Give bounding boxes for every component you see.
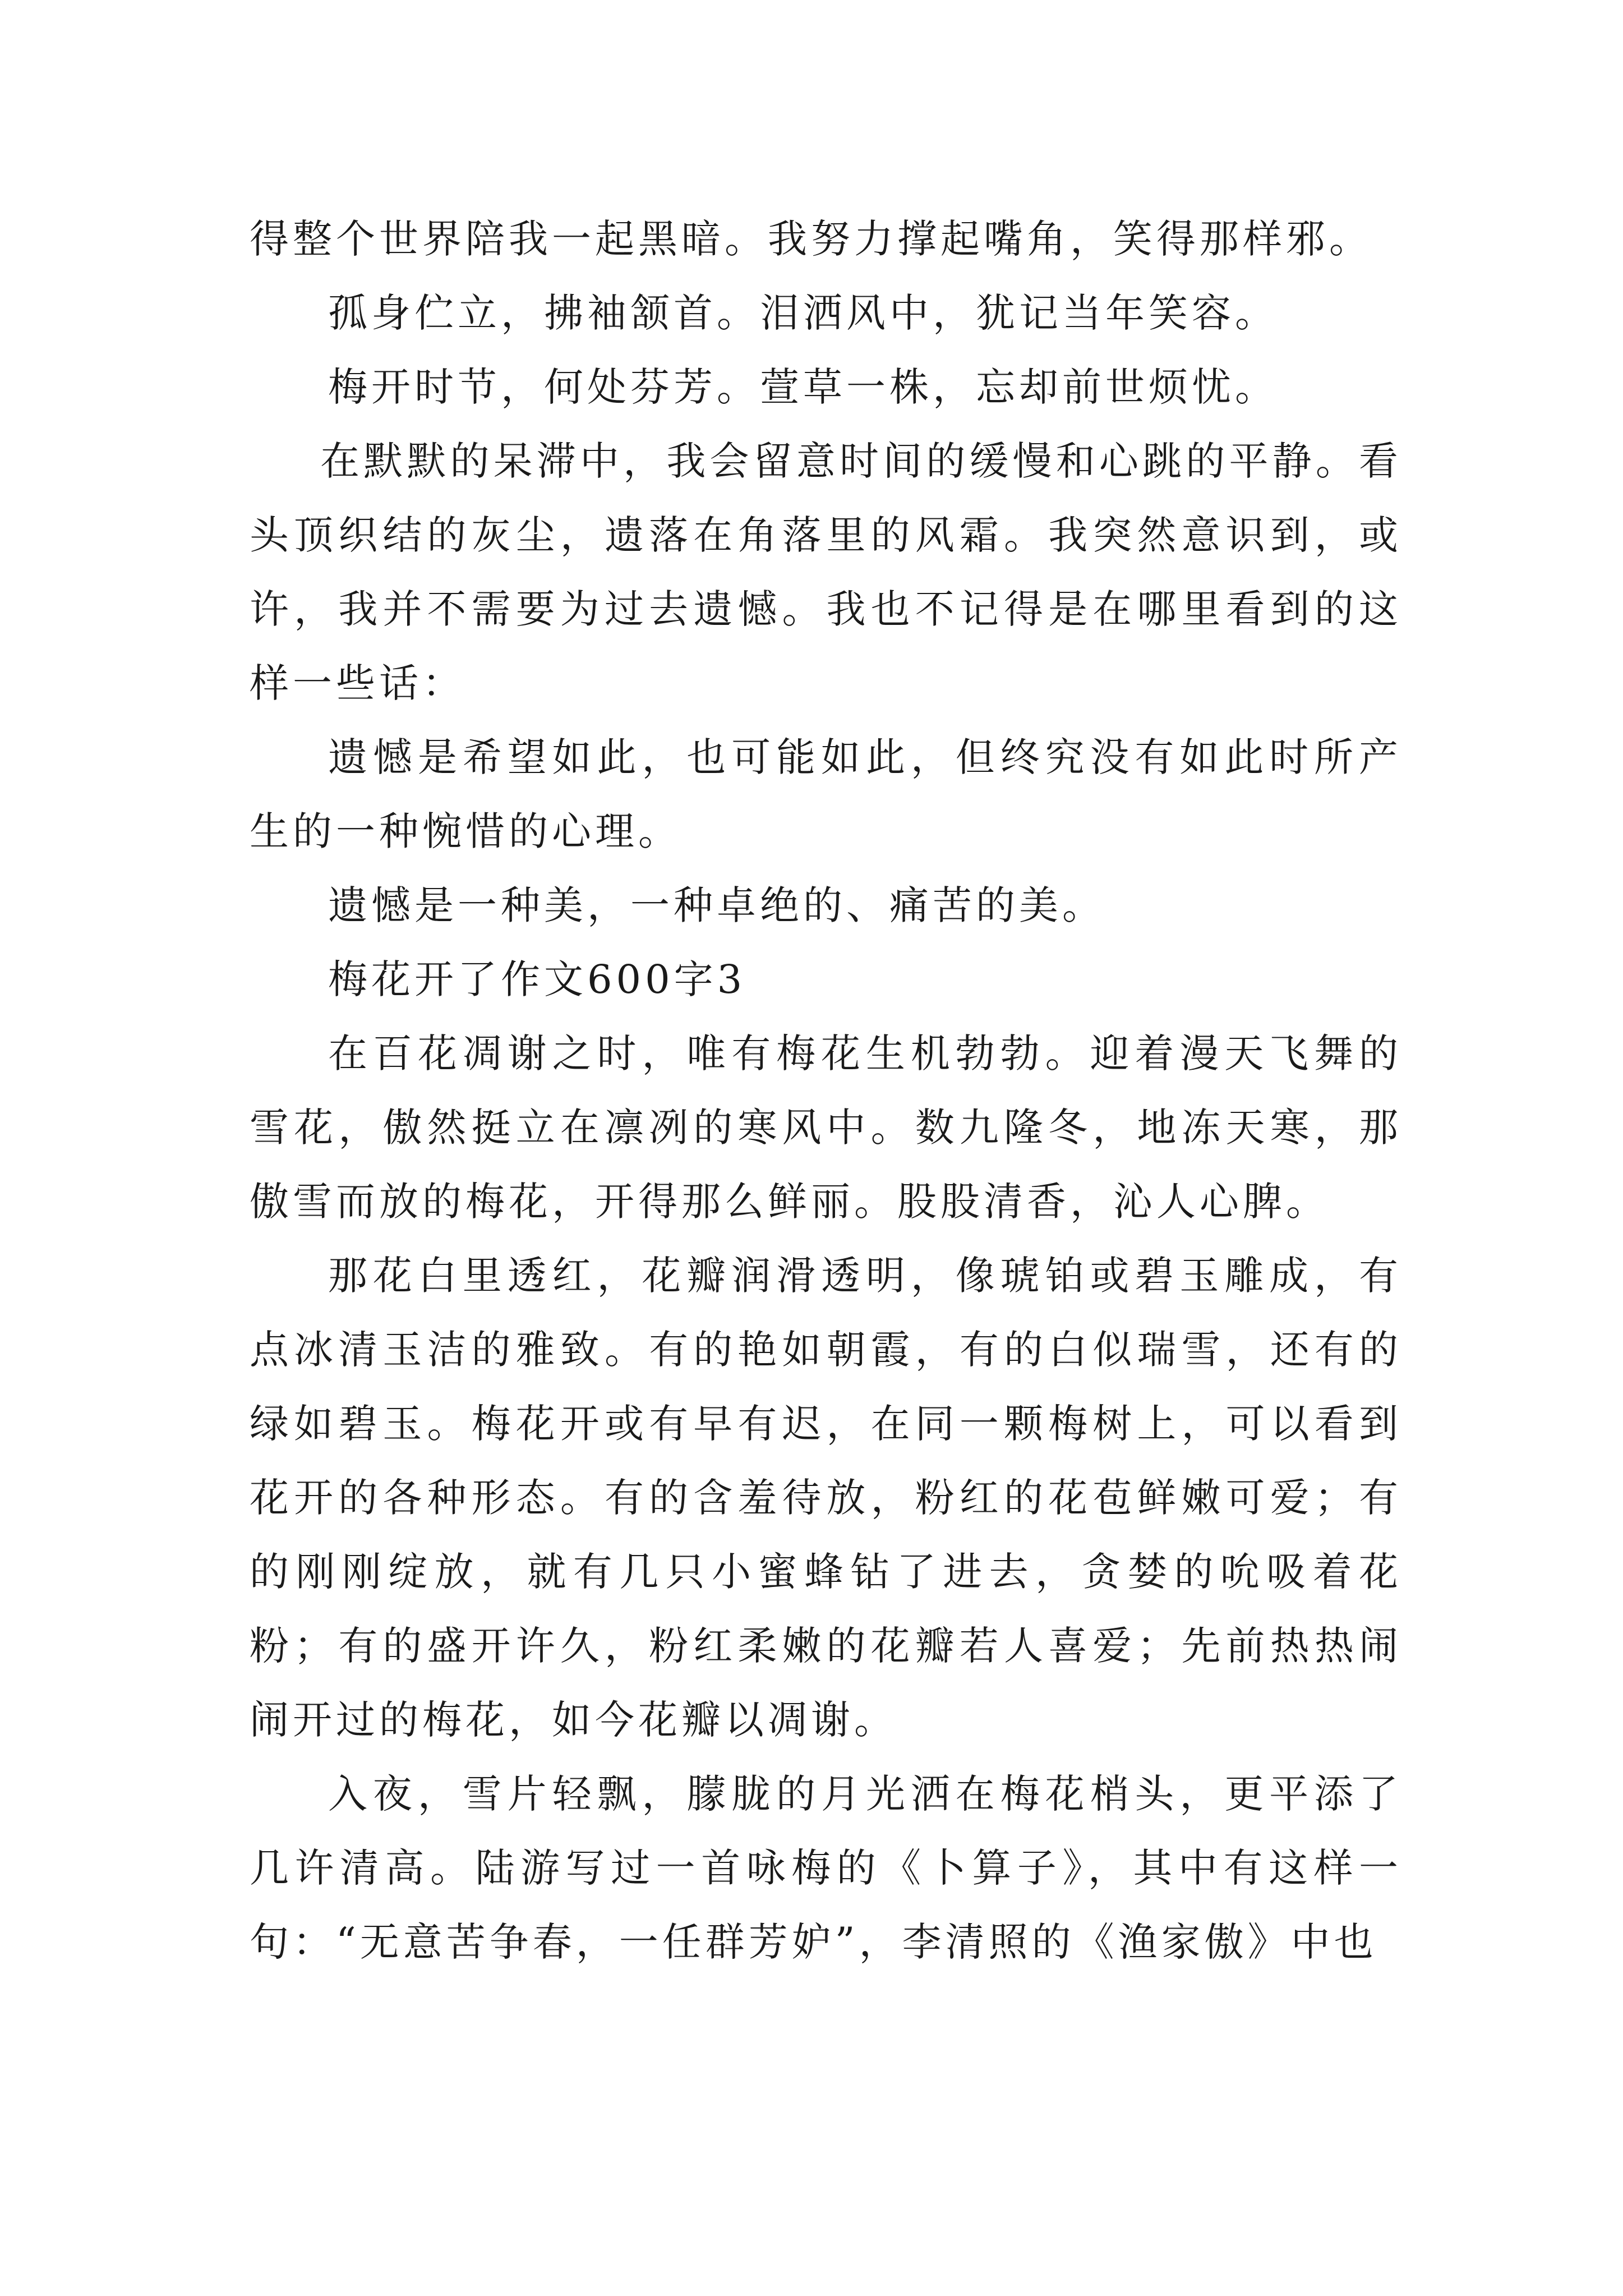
paragraph-plum-night: 入夜，雪片轻飘，朦胧的月光洒在梅花梢头，更平添了几许清高。陆游写过一首咏梅的《卜算子》，其中有这样一句：“无意苦争春，一任群芳妒”，李清照的《渔家傲》中也 [250,1771,1402,1965]
paragraph-verse-1: 孤身伫立，拂袖颔首。泪洒风中，犹记当年笑容。 [328,290,1278,336]
paragraph-regret-beauty: 遗憾是一种美，一种卓绝的、痛苦的美。 [328,882,1105,928]
body-text [250,202,1402,1979]
paragraph-reflection: 在默默的呆滞中，我会留意时间的缓慢和心跳的平静。看头顶织结的灰尘，遗落在角落里的风霜。我突然意识到，或许，我并不需要为过去遗憾。我也不记得是在哪里看到的这样一些话： [250,438,1402,706]
paragraph-verse-2: 梅开时节，何处芬芳。萱草一株，忘却前世烦忧。 [328,364,1278,410]
section-heading: 梅花开了作文600字3 [328,956,746,1002]
paragraph-plum-description: 那花白里透红，花瓣润滑透明，像琥铂或碧玉雕成，有点冰清玉洁的雅致。有的艳如朝霞，有的白似瑞雪，还有的绿如碧玉。梅花开或有早有迟，在同一颗梅树上，可以看到花开的各种形态。有的含羞待放，粉红的花苞鲜嫩可爱；有的刚刚绽放，就有几只小蜜蜂钻了进去，贪婪的吮吸着花粉；有的盛开许久，粉红柔嫩的花瓣若人喜爱；先前热热闹闹开过的梅花，如今花瓣以凋谢。 [250,1253,1402,1743]
paragraph-continuation: 得整个世界陪我一起黑暗。我努力撑起嘴角，笑得那样邪。 [250,216,1372,262]
paragraph-regret-definition: 遗憾是希望如此，也可能如此，但终究没有如此时所产生的一种惋惜的心理。 [250,734,1402,854]
paragraph-plum-intro: 在百花凋谢之时，唯有梅花生机勃勃。迎着漫天飞舞的雪花，傲然挺立在凛冽的寒风中。数九隆冬，地冻天寒，那傲雪而放的梅花，开得那么鲜丽。股股清香，沁人心脾。 [250,1030,1402,1225]
